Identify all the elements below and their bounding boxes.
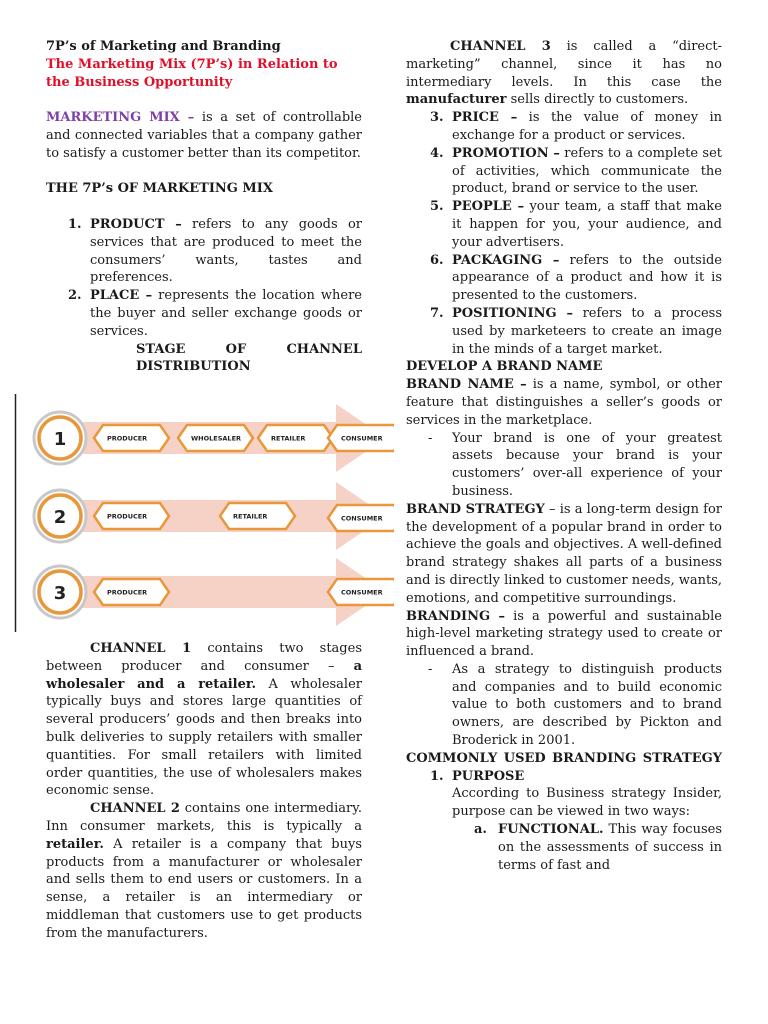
list-item: 7. POSITIONING – refers to a process used by marketeers to create an image in the minds of a target market. <box>430 305 723 357</box>
list-item: 1. PRODUCT – refers to any goods or services that are produced to meet the consumers’ wants, tastes and preferences. <box>68 216 362 286</box>
seven-ps-list-left <box>46 216 362 341</box>
document-title: 7P’s of Marketing and Branding <box>46 39 281 54</box>
list-item: 3. PRICE – is the value of money in exchange for a product or services. <box>430 110 722 143</box>
channel-row-3 <box>34 558 394 626</box>
list-item: - As a strategy to distinguish products and companies and to build economic value to both customers and to brand owners, are described by Pickton and Broderick in 2001. <box>428 661 722 749</box>
left-column-lower <box>46 640 362 943</box>
seven-ps-heading: THE 7P’s OF MARKETING MIX <box>46 181 273 197</box>
branding-definition: BRANDING – is a powerful and sustainable high-level marketing strategy used to create or influenced a brand. <box>406 608 722 660</box>
channel-row-2 <box>34 482 394 550</box>
channel-box-label: PRODUCER <box>107 434 148 443</box>
brand-name-definition: BRAND NAME – is a name, symbol, or other feature that distinguishes a seller’s goods or services in the marketplace. <box>406 377 722 428</box>
functional-item: a. FUNCTIONAL. This way focuses on the assessments of success in terms of fast and <box>474 822 722 873</box>
channel-2-paragraph: CHANNEL 2 contains one intermediary. Inn consumer markets, this is typically a retailer. A retailer is a company that buys products from a manufacturer or wholesaler and sells them to end users or customers. In a sense, a retailer is an intermediary or middleman that customers use to get products from the manufacturers. <box>46 801 362 941</box>
document-subtitle: The Marketing Mix (7P’s) in Relation to the Business Opportunity <box>46 56 338 90</box>
stage-of-channel-heading: STAGE OF CHANNEL DISTRIBUTION <box>136 341 362 375</box>
branding-strategy-list <box>406 768 722 821</box>
channel-box-label: CONSUMER <box>341 588 383 597</box>
list-item: 2. PLACE – represents the location where the buyer and seller exchange goods or services. <box>68 288 362 339</box>
list-item: 6. PACKAGING – refers to the outside appearance of a product and how it is presented to the customers. <box>430 252 722 304</box>
branding-notes <box>406 661 722 750</box>
channel-1-paragraph: CHANNEL 1 contains two stages between producer and consumer – a wholesaler and a retailer. A wholesaler typically buys and stores large quantities of several producers’ goods and then breaks into bulk deliveries to supply retailers with smaller quantities. For small retailers with limited order quantities, the use of wholesalers makes economic sense. <box>46 641 362 799</box>
right-column <box>406 38 722 874</box>
channel-box-label: PRODUCER <box>107 512 148 521</box>
channel-row-1 <box>34 404 394 472</box>
channel-box-label: CONSUMER <box>341 514 383 523</box>
channel-box-label: CONSUMER <box>341 434 383 443</box>
channel-number: 2 <box>53 507 67 528</box>
channel-box-label: RETAILER <box>233 512 268 521</box>
channel-distribution-diagram <box>14 392 394 634</box>
channel-number: 1 <box>53 429 67 450</box>
left-column <box>46 38 362 376</box>
channel-box-label: WHOLESALER <box>191 434 242 443</box>
common-branding-heading-line: COMMONLY USED BRANDING STRATEGY <box>406 750 722 766</box>
marketing-mix-definition: MARKETING MIX – is a set of controllable and connected variables that a company gather to satisfy a customer better than its competitor. <box>46 110 363 161</box>
brand-name-notes <box>406 430 722 501</box>
brand-strategy-definition: BRAND STRATEGY – is a long-term design for the development of a popular brand in order to achieve the goals and objectives. A well-defined brand strategy shakes all parts of a business and is directly linked to customer needs, wants, emotions, and competitive surroundings. <box>406 501 722 606</box>
list-item: 5. PEOPLE – your team, a staff that make it happen for you, your audience, and your advertisers. <box>430 199 723 250</box>
list-item: - Your brand is one of your greatest assets because your brand is your customers’ over-all experience of your business. <box>428 430 722 499</box>
channel-box-label: RETAILER <box>271 434 306 443</box>
channel-number: 3 <box>53 583 67 604</box>
list-item: 4. PROMOTION – refers to a complete set of activities, which communicate the product, brand or service to the user. <box>430 145 722 197</box>
channel-box-label: PRODUCER <box>107 588 148 597</box>
brand-name-heading: DEVELOP A BRAND NAME <box>406 359 603 375</box>
channel-diagram-svg <box>14 392 394 634</box>
seven-ps-list-right <box>406 109 722 358</box>
marketing-mix-term: MARKETING MIX – <box>46 110 195 126</box>
list-item: 1. PURPOSE According to Business strategy Insider, purpose can be viewed in two ways: <box>430 768 722 820</box>
channel-3-paragraph: CHANNEL 3 is called a “direct-marketing” channel, since it has no intermediary levels. In this case the manufacturer sells directly to customers. <box>406 39 723 108</box>
